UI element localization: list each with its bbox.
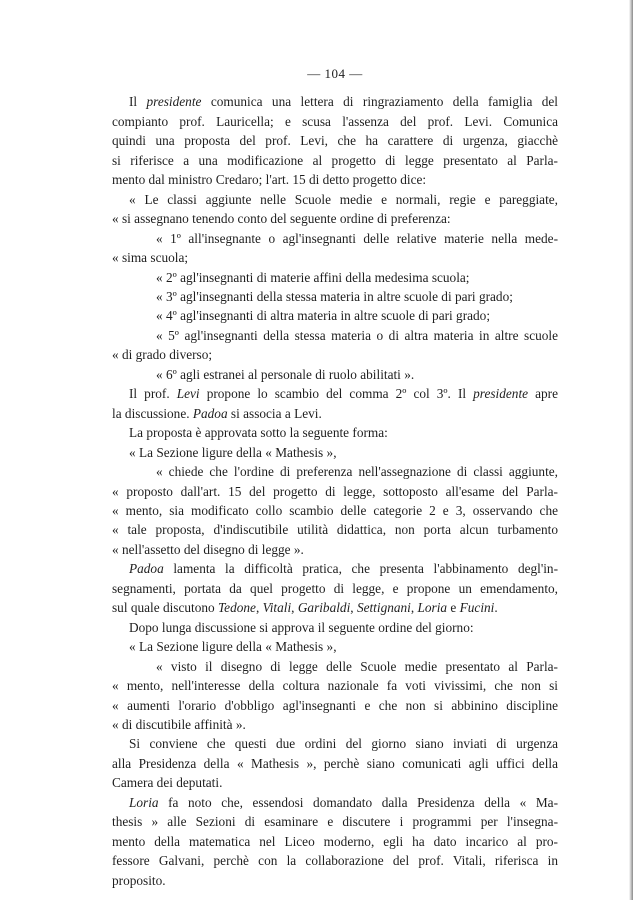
paragraph (112, 423, 558, 442)
paragraph (112, 618, 558, 637)
paragraph (112, 268, 558, 287)
text-line: « aumenti l'orario d'obbligo agl'insegnanti e che non si abbinino discipline (112, 697, 558, 713)
text-line: « proposto dall'art. 15 del progetto di legge, sottoposto all'esame del Parla- (112, 483, 558, 499)
text-line: « mento, sia modificato collo scambio delle categorie 2 e 3, osservando che (112, 502, 558, 518)
paragraph (112, 92, 558, 189)
paragraph (112, 793, 558, 890)
italic-name: Loria (417, 600, 448, 616)
text-line: « 5º agl'insegnanti della stessa materia o di altra materia in altre scuole (156, 327, 558, 343)
paragraph (112, 734, 558, 792)
text-line: si riferisce a una modificazione al progetto di legge presentato al Parla- (112, 152, 558, 168)
text-line: « 2º agl'insegnanti di materie affini della medesima scuola; (156, 269, 470, 285)
paragraph (112, 657, 558, 735)
text-line: quindi una proposta del prof. Levi, che ha carattere di urgenza, giacchè (112, 133, 558, 149)
text-line: Si conviene che questi due ordini del giorno siano inviati di urgenza (129, 736, 558, 752)
paragraph (112, 326, 558, 365)
text-line: « si assegnano tenendo conto del seguente ordine di preferenza: (112, 211, 451, 227)
text-line: « mento, nell'interesse della coltura nazionale fa voti vivissimi, che non si (112, 678, 558, 694)
text-line: Il presidente comunica una lettera di ringraziamento della famiglia del (129, 94, 558, 110)
italic-name: Garibaldi (297, 600, 351, 616)
text-line: Padoa lamenta la difficoltà pratica, che presenta l'abbinamento degl'in- (129, 561, 558, 577)
text-line: « sima scuola; (112, 250, 189, 266)
page-number: — 104 — (307, 66, 363, 81)
text-line: alla Presidenza della « Mathesis », perchè siano comunicati agli uffici della (112, 755, 558, 771)
text-line: « chiede che l'ordine di preferenza nell'assegnazione di classi aggiunte, (156, 464, 558, 480)
text-line: la discussione. Padoa si associa a Levi. (112, 405, 322, 421)
paragraph (112, 559, 558, 617)
text-line: fessore Galvani, perchè con la collaborazione del prof. Vitali, riferisca in (112, 853, 558, 869)
text-line: « 6º agli estranei al personale di ruolo abilitati ». (156, 366, 415, 382)
text-line: sul quale discutono Tedone, Vitali, Garibaldi, Settignani, Loria e Fucini. (112, 600, 498, 616)
text-line: Camera dei deputati. (112, 775, 223, 791)
paragraph (112, 637, 558, 656)
text-line: mento dal ministro Credaro; l'art. 15 di detto progetto dice: (112, 172, 427, 188)
paragraph (112, 365, 558, 384)
text-line: « nell'assetto del disegno di legge ». (112, 541, 304, 557)
italic-name: Tedone (218, 600, 256, 616)
text-line: « visto il disegno di legge delle Scuole medie presentato al Parla- (156, 658, 558, 674)
text-line: « La Sezione ligure della « Mathesis », (129, 639, 337, 655)
text-line: « 1º all'insegnante o agl'insegnanti delle relative materie nella mede- (156, 230, 558, 246)
italic-name: presidente (146, 94, 202, 110)
text-line: Dopo lunga discussione si approva il seguente ordine del giorno: (129, 619, 474, 635)
text-line: La proposta è approvata sotto la seguente forma: (129, 425, 388, 441)
italic-name: Fucini (459, 600, 495, 616)
italic-name: Settignani (356, 600, 411, 616)
text-line: Il prof. Levi propone lo scambio del comma 2º col 3º. Il presidente apre (129, 386, 558, 402)
italic-name: Levi (176, 386, 200, 402)
text-line: « La Sezione ligure della « Mathesis », (129, 444, 337, 460)
text-line: « 3º agl'insegnanti della stessa materia in altre scuole di pari grado; (156, 288, 513, 304)
italic-name: Padoa (192, 405, 228, 421)
italic-name: Vitali (262, 600, 292, 616)
text-line: thesis » alle Sezioni di esaminare e discutere i programmi per l'insegna- (112, 814, 558, 830)
text-line: Loria fa noto che, essendosi domandato dalla Presidenza della « Ma- (129, 794, 558, 810)
paragraph (112, 229, 558, 268)
document-page (112, 64, 558, 890)
text-line: « tale proposta, d'indiscutibile utilità didattica, non porta alcun turbamento (112, 522, 558, 538)
text-line: compianto prof. Lauricella; e scusa l'assenza del prof. Levi. Comunica (112, 113, 558, 129)
body-text (112, 92, 558, 890)
page-edge-shadow (629, 0, 633, 900)
paragraph (112, 306, 558, 325)
italic-name: Loria (129, 794, 159, 810)
paragraph (112, 287, 558, 306)
text-line: « di grado diverso; (112, 347, 213, 363)
paragraph (112, 462, 558, 559)
text-line: « di discutibile affinità ». (112, 716, 246, 732)
text-line: « Le classi aggiunte nelle Scuole medie e normali, regie e pareggiate, (129, 191, 558, 207)
text-line: proposito. (112, 872, 166, 888)
text-line: « 4º agl'insegnanti di altra materia in altre scuole di pari grado; (156, 308, 491, 324)
paragraph (112, 190, 558, 229)
text-line: segnamenti, portata da quel progetto di legge, e propone un emendamento, (112, 580, 558, 596)
italic-name: presidente (473, 386, 529, 402)
paragraph (112, 384, 558, 423)
italic-name: Padoa (129, 561, 164, 577)
paragraph (112, 443, 558, 462)
text-line: mento della matematica nel Liceo moderno, egli ha dato incarico al pro- (112, 833, 558, 849)
